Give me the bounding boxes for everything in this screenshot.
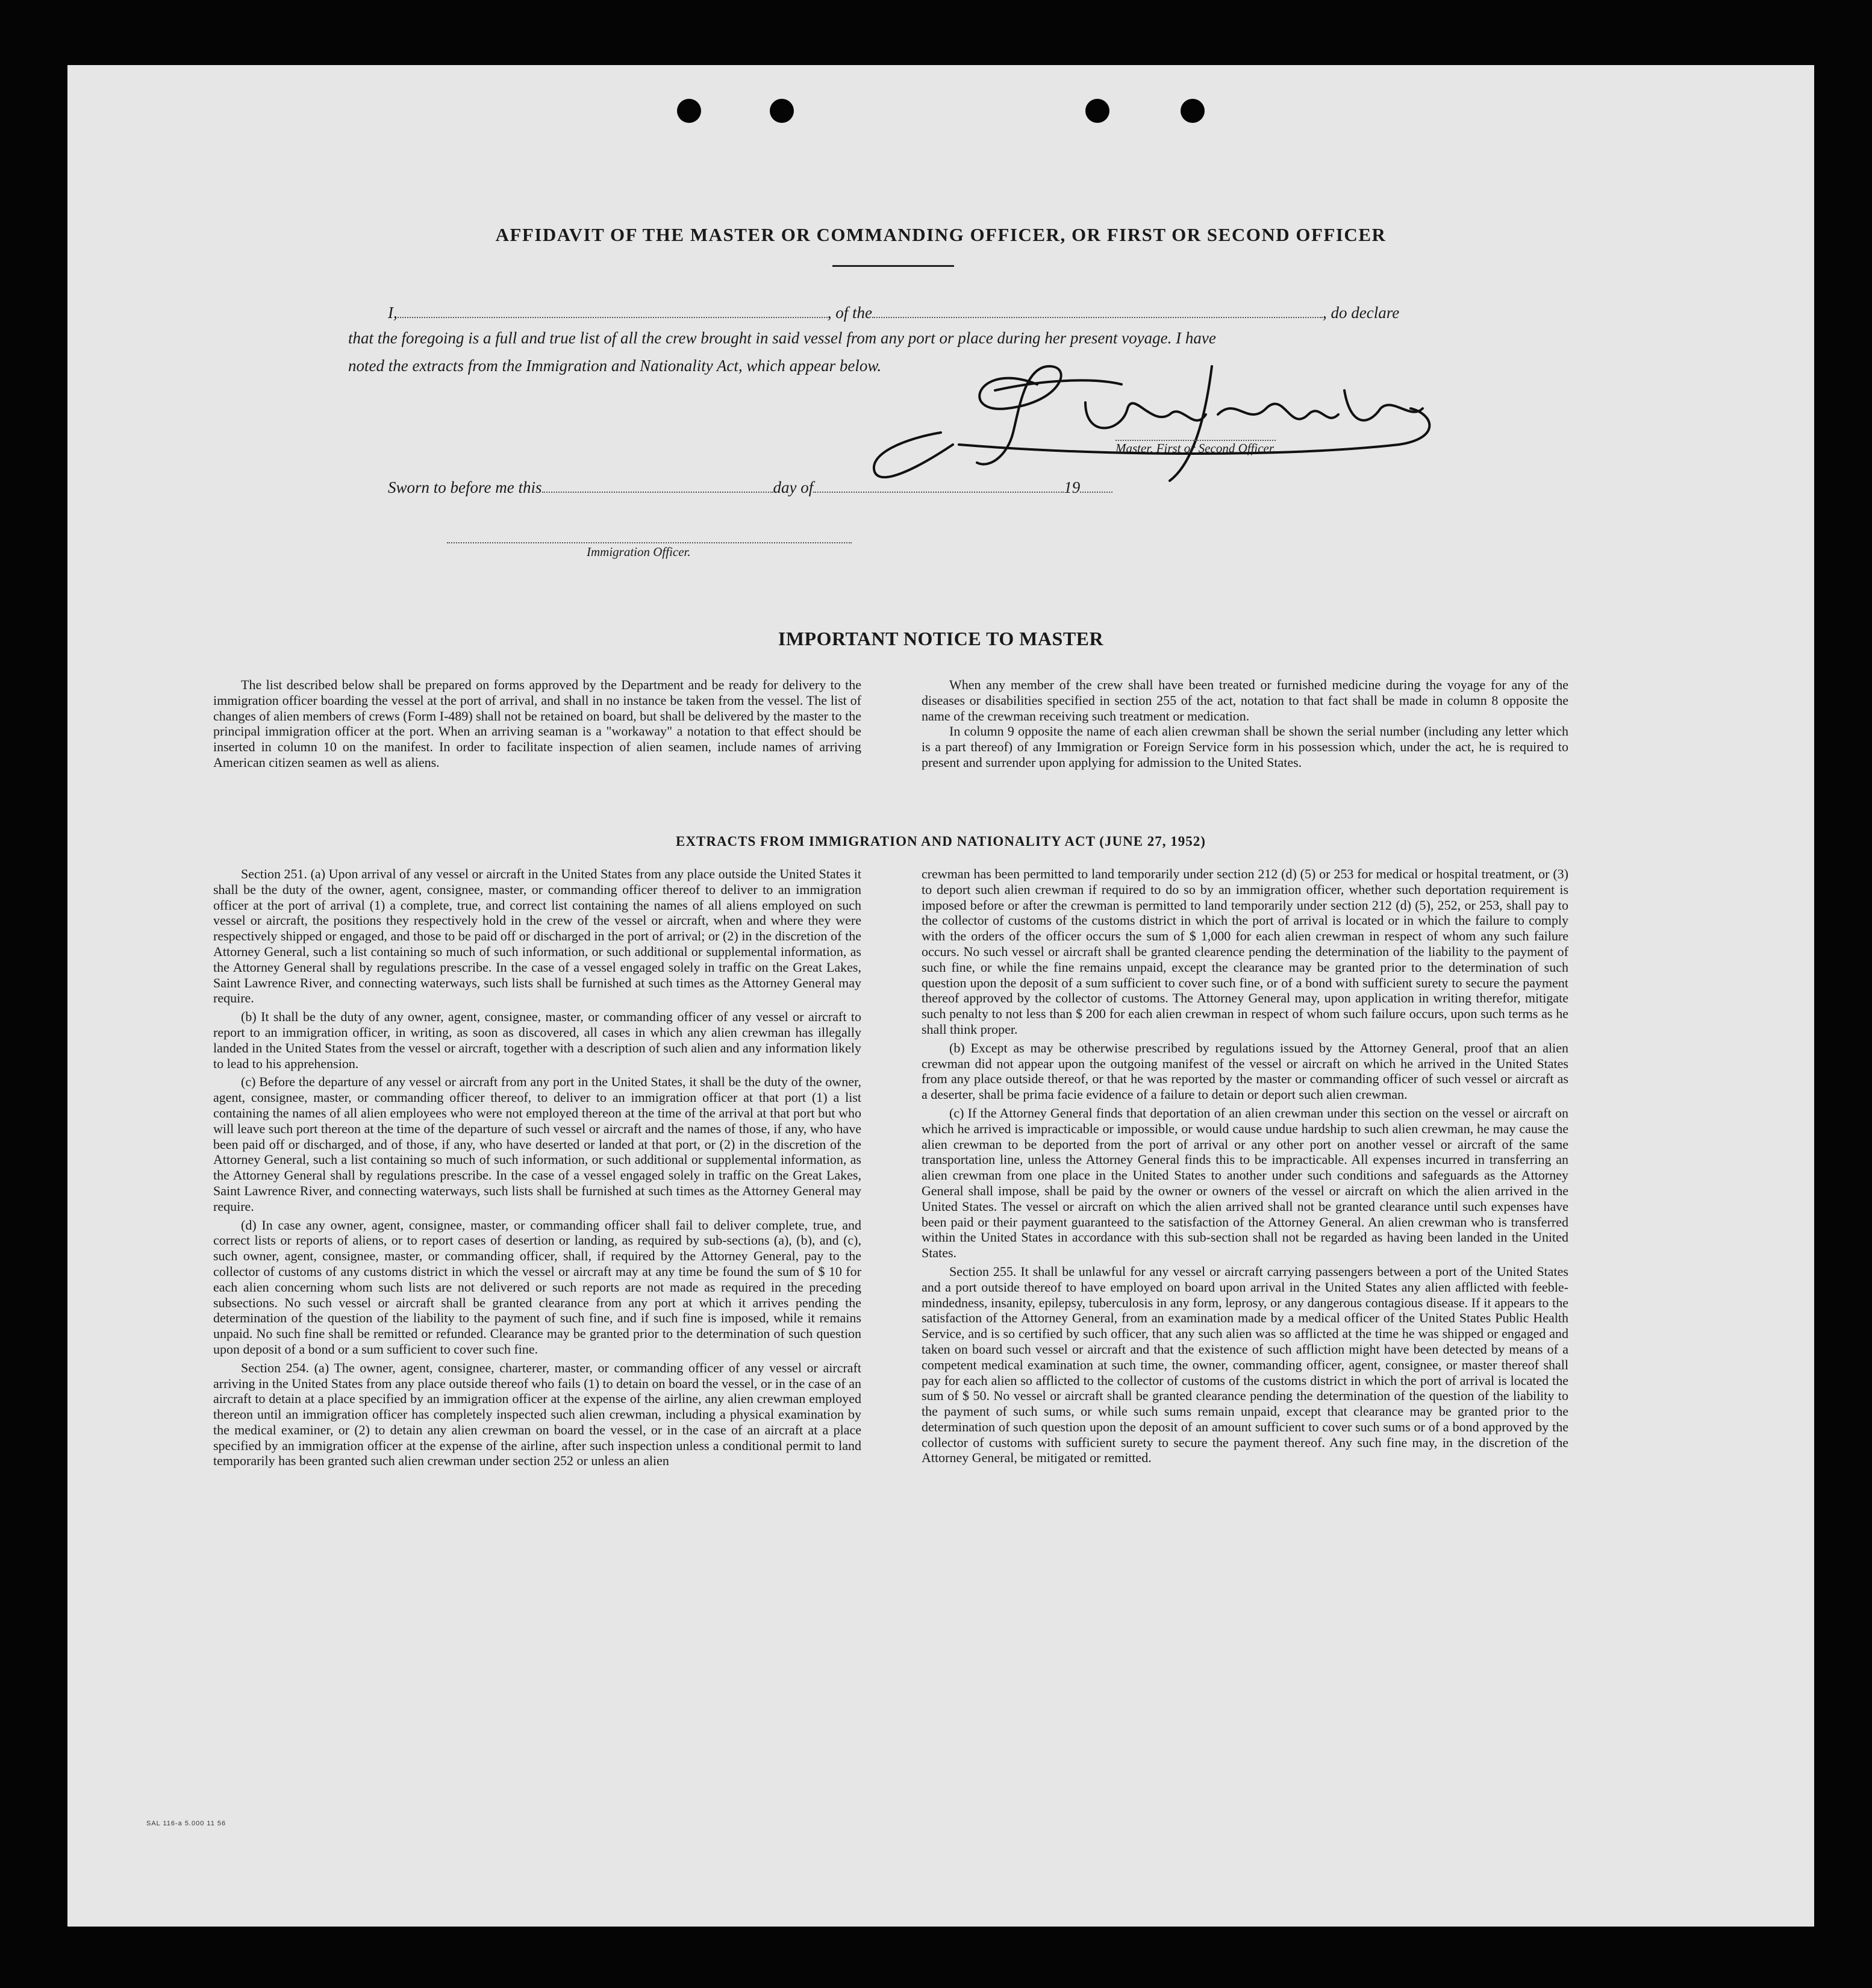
notice-right-column <box>922 677 1568 771</box>
of-the-label: , of the <box>827 304 872 322</box>
title-underline <box>832 265 954 267</box>
extracts-title: EXTRACTS FROM IMMIGRATION AND NATIONALITY ACT (JUNE 27, 1952) <box>676 834 1206 849</box>
affidavit-line-1 <box>388 301 1399 322</box>
sworn-month-field[interactable] <box>813 476 1064 493</box>
notice-right-paragraph-2: In column 9 opposite the name of each alien crewman shall be shown the serial number (including any letter which is a part thereof) of any Immigration or Foreign Service form in his possession which, under the act, he is required to present and surrender upon applying for admission to the United States. <box>922 724 1568 770</box>
notice-left-column <box>213 677 861 771</box>
affidavit-title: AFFIDAVIT OF THE MASTER OR COMMANDING OFFICER, OR FIRST OR SECOND OFFICER <box>495 224 1387 245</box>
punch-hole <box>1085 99 1109 123</box>
immigration-officer-signature-line[interactable] <box>447 527 852 543</box>
section-254-a-continued: crewman has been permitted to land temporarily under section 212 (d) (5) or 253 for medical or hospital treatment, or (3) to deport such alien crewman if required to do so by an immigration officer, whether such deportation requirement is imposed before or after the crewman is permitted to land temporarily under section 212 (d) (5), 252, or 253, shall pay to the collector of customs of the customs district in which the port of arrival is located or in which the failure to comply with the orders of the officer occurs the sum of $ 1,000 for each alien crewman in respect of whom any such failure occurs. No such vessel or aircraft shall be granted clearence pending the determination of the liability to the payment of such fine, or while the fine remains unpaid, except the clearance may be granted prior to the determination of such question upon the deposit of a sum sufficient to cover such fine, or of a bond with sufficient surety to secure the payment thereof approved by the collector of customs. The Attorney General may, upon application in writing therefor, mitigate such penalty to not less than $ 200 for each alien crewman in respect of whom such failure occurs, upon such terms as he shall think proper. <box>922 866 1568 1037</box>
sworn-line <box>388 476 1112 497</box>
section-255: Section 255. It shall be unlawful for any vessel or aircraft carrying passengers between a port of the United States and a port outside thereof to have employed on board upon arrival in the United States any alien afflicted with feeble-mindedness, insanity, epilepsy, tuberculosis in any form, leprosy, or any dangerous contagious disease. If it appears to the satisfaction of the Attorney General, from an examination made by a medical officer of the United States Public Health Service, and is so certified by such officer, that any such alien was so afflicted at the time he was shipped or engaged and taken on board such vessel or aircraft and that the existence of such affliction might have been detected by means of a competent medical examination at such time, the owner, commanding officer, agent, consignee, or master thereof shall pay for each alien so afflicted to the collector of customs of the customs district in which the port of arrival is located the sum of $ 50. No vessel or aircraft shall be granted clearance pending the determination of the question of the liability to the payment of such sums, or while such sums remain unpaid, except that clearance may be granted prior to the determination of such question upon the deposit of an amount sufficient to cover such sums or of a bond approved by the collector of customs with sufficient surety to secure the payment thereof. Any such fine may, in the discretion of the Attorney General, be mitigated or remitted. <box>922 1263 1568 1466</box>
notice-title: IMPORTANT NOTICE TO MASTER <box>778 628 1104 649</box>
section-254-c: (c) If the Attorney General finds that deportation of an alien crewman under this section on the vessel or aircraft on which he arrived is impracticable or impossible, or would cause undue hardship to such alien crewman, he may cause the alien crewman to be deported from the port of arrival or any other port on another vessel or aircraft of the same transportation line, unless the Attorney General finds this to be impracticable. All expenses incurred in transferring an alien crewman from one place in the United States to another under such conditions and safeguards as the Attorney General shall impose, shall be paid by the owner or owners of the vessel or aircraft on which the alien arrived in the United States. The vessel or aircraft on which the alien arrived shall not be granted clearance until such expenses have been paid or their payment guaranteed to the satisfaction of the Attorney General. An alien crewman who is transferred within the United States in accordance with this sub-section shall not be regarded as having been landed in the United States. <box>922 1105 1568 1261</box>
section-251-a: Section 251. (a) Upon arrival of any vessel or aircraft in the United States from any place outside the United States it shall be the duty of the owner, agent, consignee, master, or commanding officer thereof to deliver to an immigration officer at the port of arrival (1) a complete, true, and correct list containing the names of all aliens employed on such vessel or aircraft, the positions they respectively hold in the crew of the vessel or aircraft, when and where they were respectively shipped or engaged, and those to be paid off or discharged in the port of arrival; or (2) in the discretion of the Attorney General, such a list containing so much of such information, or such additional or supplemental information, as the Attorney General shall by regulations prescribe. In the case of a vessel engaged solely in traffic on the Great Lakes, Saint Lawrence River, and connecting waterways, such lists shall be furnished at such times as the Attorney General may require. <box>213 866 861 1006</box>
section-254-a: Section 254. (a) The owner, agent, consignee, charterer, master, or commanding officer of any vessel or aircraft arriving in the United States from any place outside thereof who fails (1) to detain on board the vessel, or in the case of an aircraft to detain at a place specified by an immigration officer at the expense of the airline, any alien crewman employed thereon until an immigration officer has completely inspected such alien crewman, including a physical examination by the medical examiner, or (2) to detain any alien crewman on board the vessel, or in the case of an aircraft at a place specified by an immigration officer at the expense of the airline, after such inspection unless a conditional permit to land temporarily has been granted such alien crewman under section 252 or unless an alien <box>213 1360 861 1469</box>
affidavit-line-2: that the foregoing is a full and true list of all the crew brought in said vessel from any port or place during her present voyage. I have <box>348 329 1216 347</box>
form-sheet <box>67 65 1814 1927</box>
declarant-name-field[interactable] <box>398 301 828 318</box>
extracts-right-column <box>922 866 1568 1469</box>
form-number-footer: SAL 116-a 5.000 11 56 <box>146 1820 226 1827</box>
sworn-prefix: Sworn to before me this <box>388 478 542 496</box>
section-251-c: (c) Before the departure of any vessel or aircraft from any port in the United States, it shall be the duty of the owner, agent, consignee, master, or commanding officer thereof, to deliver to an immigration officer at that port (1) a list containing the names of all alien employees who were not employed thereon at the time of the arrival at that port but who will leave such port thereon at the time of the departure of such vessel or aircraft and the names of those, if any, who have been paid off or discharged, and of those, if any, who have deserted or landed at that port, or (2) in the discretion of the Attorney General, such a list containing so much of such information, or such additional or supplemental information, as the Attorney General shall by regulations prescribe. In the case of a vessel engaged solely in traffic on the Great Lakes, Saint Lawrence River, and connecting waterways, such lists shall be furnished at such times as the Attorney General may require. <box>213 1074 861 1214</box>
punch-hole <box>770 99 794 123</box>
punch-hole <box>677 99 701 123</box>
immigration-officer-label: Immigration Officer. <box>587 545 691 559</box>
section-251-b: (b) It shall be the duty of any owner, agent, consignee, master, or commanding officer of any vessel or aircraft to report to an immigration officer, in writing, as soon as discovered, all cases in which any alien crewman has illegally landed in the United States from the vessel or aircraft, together with a description of such alien and any information likely to lead to his apprehension. <box>213 1009 861 1071</box>
sworn-day-field[interactable] <box>542 476 773 493</box>
declarant-prefix: I, <box>388 304 398 322</box>
vessel-name-field[interactable] <box>872 301 1323 318</box>
punch-hole <box>1181 99 1205 123</box>
sworn-year-field[interactable] <box>1080 476 1112 493</box>
extracts-left-column <box>213 866 861 1472</box>
section-254-b: (b) Except as may be otherwise prescribed by regulations issued by the Attorney General, proof that an alien crewman did not appear upon the outgoing manifest of the vessel or aircraft on which he arrived in the United States from any place outside thereof, or that he was reported by the master or commanding officer of such vessel or aircraft as a deserter, shall be prima facie evidence of a failure to detain or deport such alien crewman. <box>922 1040 1568 1102</box>
notice-right-paragraph-1: When any member of the crew shall have been treated or furnished medicine during the voyage for any of the diseases or disabilities specified in section 255 of the act, notation to that fact shall be made in column 8 opposite the name of the crewman receiving such treatment or medication. <box>922 677 1568 724</box>
notice-left-paragraph: The list described below shall be prepared on forms approved by the Department and be ready for delivery to the immigration officer boarding the vessel at the port of arrival, and shall in no instance be taken from the vessel. The list of changes of alien members of crews (Form I-489) shall not be retained on board, but shall be delivered by the master to the principal immigration officer at the port. When an arriving seaman is a "workaway" a notation to that effect should be inserted in column 10 on the manifest. In order to facilitate inspection of alien seamen, include names of arriving American citizen seamen as well as aliens. <box>213 677 861 770</box>
handwritten-signature <box>869 342 1459 487</box>
affidavit-line-3: noted the extracts from the Immigration and Nationality Act, which appear below. <box>348 357 882 375</box>
section-251-d: (d) In case any owner, agent, consignee, master, or commanding officer shall fail to deliver complete, true, and correct lists or reports of aliens, or to report cases of desertion or landing, as required by sub-sections (a), (b), and (c), such owner, agent, consignee, master, or commanding officer, shall, if required by the Attorney General, pay to the collector of customs of any customs district in which the vessel or aircraft may at any time be found the sum of $ 10 for each alien concerning whom such lists are not delivered or such reports are not made as required in the preceding subsections. No such vessel or aircraft shall be granted clearance from any port at which it arrives pending the determination of the question of the liability to the payment of such fine, and if such fine is imposed, while it remains unpaid. No such fine shall be remitted or refunded. Clearance may be granted prior to the determination of such question upon deposit of a bond or a sum sufficient to cover such fine. <box>213 1217 861 1357</box>
year-prefix: 19 <box>1064 478 1081 496</box>
do-declare-label: , do declare <box>1323 304 1400 322</box>
signature-caption: Master, First or Second Officer. <box>1115 441 1276 455</box>
day-of-label: day of <box>773 478 814 496</box>
